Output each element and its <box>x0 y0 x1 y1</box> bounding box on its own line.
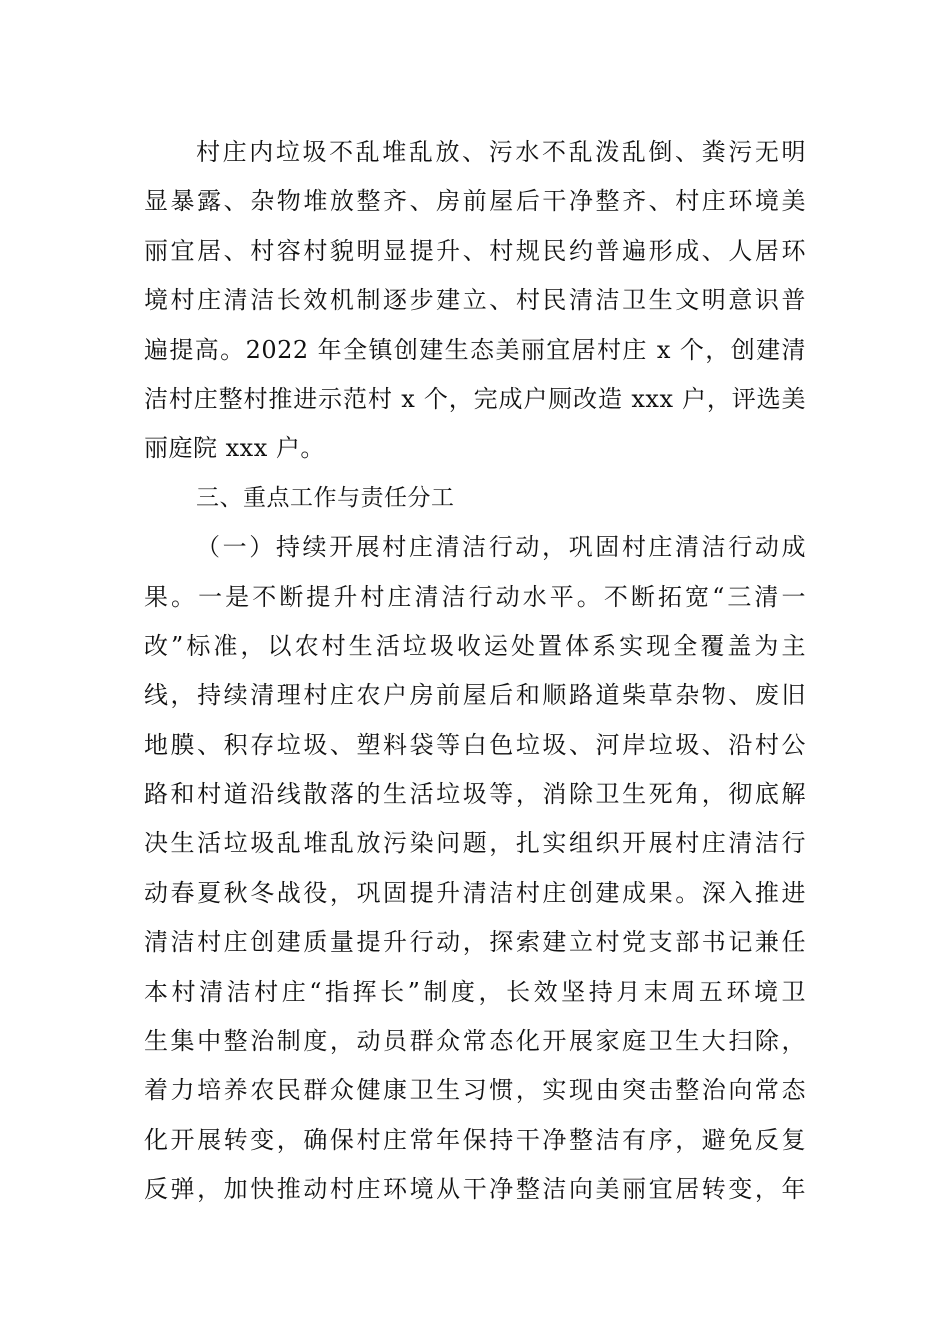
paragraph-line: 本村清洁村庄“指挥长”制度，长效坚持月末周五环境卫 <box>144 977 806 1006</box>
paragraph-line: 果。一是不断提升村庄清洁行动水平。不断拓宽“三清一 <box>144 582 806 611</box>
paragraph-line: 生集中整治制度，动员群众常态化开展家庭卫生大扫除， <box>144 1027 806 1056</box>
paragraph-line: 动春夏秋冬战役，巩固提升清洁村庄创建成果。深入推进 <box>144 878 806 907</box>
paragraph-line: 丽宜居、村容村貌明显提升、村规民约普遍形成、人居环 <box>144 236 806 265</box>
paragraph-line: 村庄内垃圾不乱堆乱放、污水不乱泼乱倒、粪污无明 <box>196 138 806 166</box>
paragraph-line: 清洁村庄创建质量提升行动，探索建立村党支部书记兼任 <box>144 928 806 957</box>
paragraph-line: 决生活垃圾乱堆乱放污染问题，扎实组织开展村庄清洁行 <box>144 829 806 858</box>
paragraph-line: 线，持续清理村庄农户房前屋后和顺路道柴草杂物、废旧 <box>144 681 806 710</box>
paragraph-goals <box>144 128 806 474</box>
paragraph-line: 着力培养农民群众健康卫生习惯，实现由突击整治向常态 <box>144 1076 806 1105</box>
paragraph-cleaning-action <box>144 523 806 1214</box>
paragraph-line: 洁村庄整村推进示范村 x 个，完成户厕改造 xxx 户，评选美 <box>144 384 806 413</box>
paragraph-line: 丽庭院 xxx 户。 <box>144 434 325 463</box>
document-body <box>144 128 806 1215</box>
paragraph-line: 遍提高。2022 年全镇创建生态美丽宜居村庄 x 个，创建清 <box>144 335 806 364</box>
paragraph-line: 显暴露、杂物堆放整齐、房前屋后干净整齐、村庄环境美 <box>144 187 806 216</box>
paragraph-line: 路和村道沿线散落的生活垃圾等，消除卫生死角，彻底解 <box>144 780 806 809</box>
paragraph-line: 境村庄清洁长效机制逐步建立、村民清洁卫生文明意识普 <box>144 286 806 315</box>
section-heading: 三、重点工作与责任分工 <box>196 484 455 511</box>
paragraph-line: 化开展转变，确保村庄常年保持干净整洁有序，避免反复 <box>144 1125 806 1154</box>
paragraph-line: （一）持续开展村庄清洁行动，巩固村庄清洁行动成 <box>196 533 806 562</box>
paragraph-line: 反弹，加快推动村庄环境从干净整洁向美丽宜居转变，年 <box>144 1175 806 1204</box>
paragraph-line: 地膜、积存垃圾、塑料袋等白色垃圾、河岸垃圾、沿村公 <box>144 730 806 759</box>
paragraph-line: 改”标准，以农村生活垃圾收运处置体系实现全覆盖为主 <box>144 631 806 660</box>
